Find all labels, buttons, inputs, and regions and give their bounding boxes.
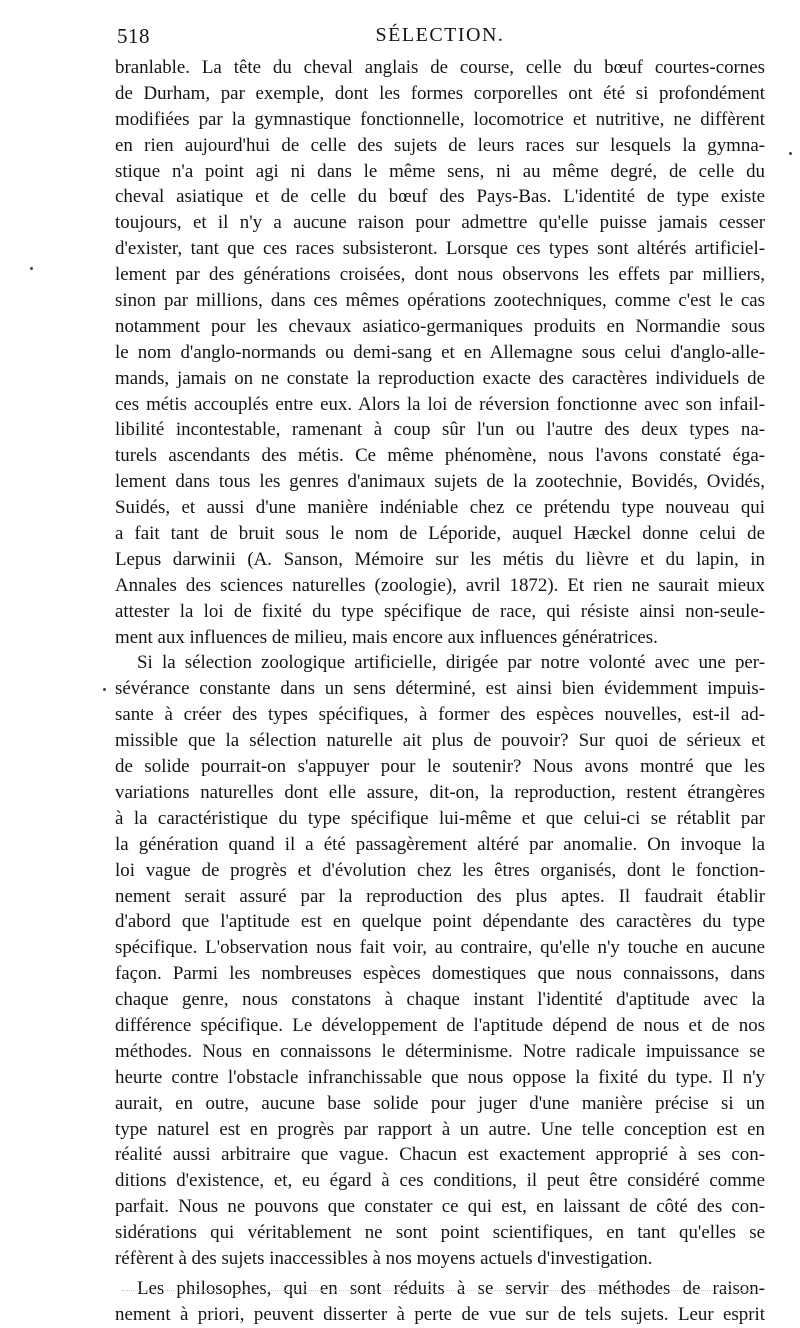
text-line: a fait tant de bruit sous le nom de Léporide, auquel Hæckel donne celui de — [115, 523, 765, 545]
text-line: stique n'a point agi ni dans le même sens, ni au même degré, de celle du — [115, 160, 765, 182]
footer-rule — [122, 1290, 762, 1291]
text-line: lement dans tous les genres d'animaux sujets de la zootechnie, Bovidés, Ovidés, — [115, 471, 765, 493]
text-line: mands, jamais on ne constate la reproduction exacte des caractères individuels de — [115, 367, 765, 389]
text-line: lement par des générations croisées, dont nous observons les effets par milliers, — [115, 264, 765, 286]
text-line: notamment pour les chevaux asiatico-germaniques produits en Normandie sous — [115, 315, 765, 337]
text-line: Les philosophes, qui en sont réduits à se servir des méthodes de raison- — [137, 1277, 765, 1299]
text-line: turels ascendants des métis. Ce même phénomène, nous l'avons constaté éga- — [115, 445, 765, 467]
page-header — [115, 24, 765, 52]
text-line: nement serait assuré par la reproduction des plus aptes. Il faudrait établir — [115, 885, 765, 907]
text-line: sinon par millions, dans ces mêmes opérations zootechniques, comme c'est le cas — [115, 290, 765, 312]
text-line: ces métis accouplés entre eux. Alors la loi de réversion fonctionne avec son infail- — [115, 393, 765, 415]
margin-mark — [30, 267, 33, 270]
text-line: attester la loi de fixité du type spécifique de race, qui résiste ainsi non-seule- — [115, 600, 765, 622]
running-title: SÉLECTION. — [375, 24, 505, 46]
text-line: type naturel est en progrès par rapport à un autre. Une telle conception est en — [115, 1118, 765, 1140]
text-line: réalité aussi arbitraire que vague. Chacun est exactement approprié à ses con- — [115, 1144, 765, 1166]
margin-mark — [789, 152, 792, 155]
text-line: à la caractéristique du type spécifique lui-même et que celui-ci se rétablit par — [115, 807, 765, 829]
page-number: 518 — [117, 24, 150, 48]
text-line: missible que la sélection naturelle ait plus de pouvoir? Sur quoi de sérieux et — [115, 730, 765, 752]
body-text — [115, 55, 765, 1328]
text-line: d'exister, tant que ces races subsisteront. Lorsque ces types sont altérés artificiel- — [115, 238, 765, 260]
text-line: sante à créer des types spécifiques, à former des espèces nouvelles, est-il ad- — [115, 704, 765, 726]
text-line: de solide pourrait-on s'appuyer pour le soutenir? Nous avons montré que les — [115, 756, 765, 778]
text-line: façon. Parmi les nombreuses espèces domestiques que nous connaissons, dans — [115, 963, 765, 985]
text-line: ment aux influences de milieu, mais encore aux influences génératrices. — [115, 626, 658, 648]
text-line: le nom d'anglo-normands ou demi-sang et en Allemagne sous celui d'anglo-alle- — [115, 341, 765, 363]
text-line: Si la sélection zoologique artificielle, dirigée par notre volonté avec une per- — [137, 652, 765, 674]
text-line: parfait. Nous ne pouvons que constater ce qui est, en laissant de côté des con- — [115, 1196, 765, 1218]
text-line: de Durham, par exemple, dont les formes corporelles ont été si profondément — [115, 82, 765, 104]
text-line: variations naturelles dont elle assure, dit-on, la reproduction, restent étrangères — [115, 781, 765, 803]
text-line: libilité incontestable, ramenant à coup sûr l'un ou l'autre des deux types na- — [115, 419, 765, 441]
margin-mark — [103, 688, 106, 691]
text-line: modifiées par la gymnastique fonctionnelle, locomotrice et nutritive, ne diffèrent — [115, 108, 765, 130]
text-line: d'abord que l'aptitude est en quelque point dépendante des caractères du type — [115, 911, 765, 933]
text-line: branlable. La tête du cheval anglais de course, celle du bœuf courtes-cornes — [115, 57, 765, 78]
text-line: la génération quand il a été passagèrement altéré par anomalie. On invoque la — [115, 833, 765, 855]
text-line: Annales des sciences naturelles (zoologie), avril 1872). Et rien ne saurait mieux — [115, 574, 765, 596]
text-line: nement à priori, peuvent disserter à perte de vue sur de tels sujets. Leur esprit — [115, 1303, 765, 1325]
text-line: réfèrent à des sujets inaccessibles à nos moyens actuels d'investigation. — [115, 1247, 653, 1269]
text-line: Suidés, et aussi d'une manière indéniable chez ce prétendu type nouveau qui — [115, 497, 765, 519]
text-line: ditions d'existence, et, eu égard à ces conditions, il peut être considéré comme — [115, 1170, 765, 1192]
text-line: Lepus darwinii (A. Sanson, Mémoire sur les métis du lièvre et du lapin, in — [115, 548, 765, 570]
text-line: spécifique. L'observation nous fait voir, au contraire, qu'elle n'y touche en aucune — [115, 937, 765, 959]
text-line: sidérations qui véritablement ne sont point scientifiques, en tant qu'elles se — [115, 1222, 765, 1244]
text-line: loi vague de progrès et d'évolution chez les êtres organisés, dont le fonction- — [115, 859, 765, 881]
text-line: différence spécifique. Le développement de l'aptitude dépend de nous et de nos — [115, 1014, 765, 1036]
text-line: en rien aujourd'hui de celle des sujets de leurs races sur lesquels la gymna- — [115, 134, 765, 156]
text-line: aurait, en outre, aucune base solide pour juger d'une manière précise si un — [115, 1092, 765, 1114]
text-line: cheval asiatique et de celle du bœuf des Pays-Bas. L'identité de type existe — [115, 186, 765, 208]
text-line: méthodes. Nous en connaissons le déterminisme. Notre radicale impuissance se — [115, 1040, 765, 1062]
text-line: toujours, et il n'y a aucune raison pour admettre qu'elle puisse jamais cesser — [115, 212, 765, 234]
text-line: heurte contre l'obstacle infranchissable que nous oppose la fixité du type. Il n'y — [115, 1066, 765, 1088]
text-line: sévérance constante dans un sens déterminé, est ainsi bien évidemment impuis- — [115, 678, 765, 700]
text-line: chaque genre, nous constatons à chaque instant l'identité d'aptitude avec la — [115, 989, 765, 1011]
